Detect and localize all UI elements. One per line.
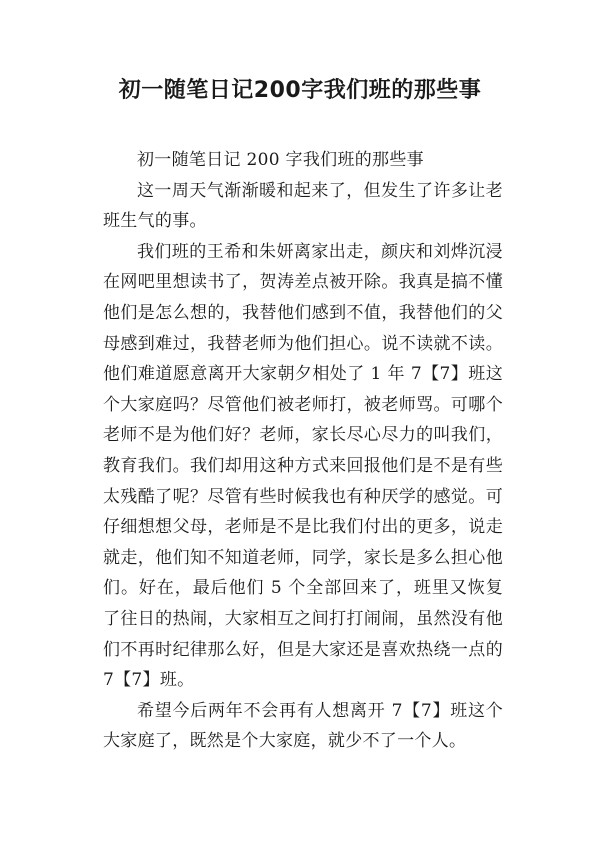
paragraph-intro: 这一周天气渐渐暖和起来了，但发生了许多让老班生气的事。 xyxy=(103,180,503,232)
document-title: 初一随笔日记200字我们班的那些事 xyxy=(118,78,482,103)
paragraph-main: 我们班的王希和朱妍离家出走，颜庆和刘烨沉浸在网吧里想读书了，贺涛差点被开除。我真是搞不懂他们是怎么想的，我替他们感到不值，我替他们的父母感到难过，我替老师为他们担心。说不读就不读。他们难道愿意离开大家朝夕相处了 1 年 7【7】班这个大家庭吗？尽管他们被老师打，被老师骂。可哪个老师不是为他们好？老师，家长尽心尽力的叫我们，教育我们。我们却用这种方式来回报他们是不是有些太残酷了呢？尽管有些时候我也有种厌学的感觉。可仔细想想父母，老师是不是比我们付出的更多，说走就走，他们知不知道老师，同学，家长是多么担心他们。好在，最后他们 5 个全部回来了，班里又恢复了往日的热闹，大家相互之间打打闹闹，虽然没有他们不再时纪律那么好，但是大家还是喜欢热绕一点的 7【7】班。 xyxy=(103,241,503,691)
document-body xyxy=(103,145,503,757)
paragraph-subtitle: 初一随笔日记 200 字我们班的那些事 xyxy=(137,150,424,170)
paragraph-closing: 希望今后两年不会再有人想离开 7【7】班这个大家庭了，既然是个大家庭，就少不了一个人。 xyxy=(103,700,503,752)
